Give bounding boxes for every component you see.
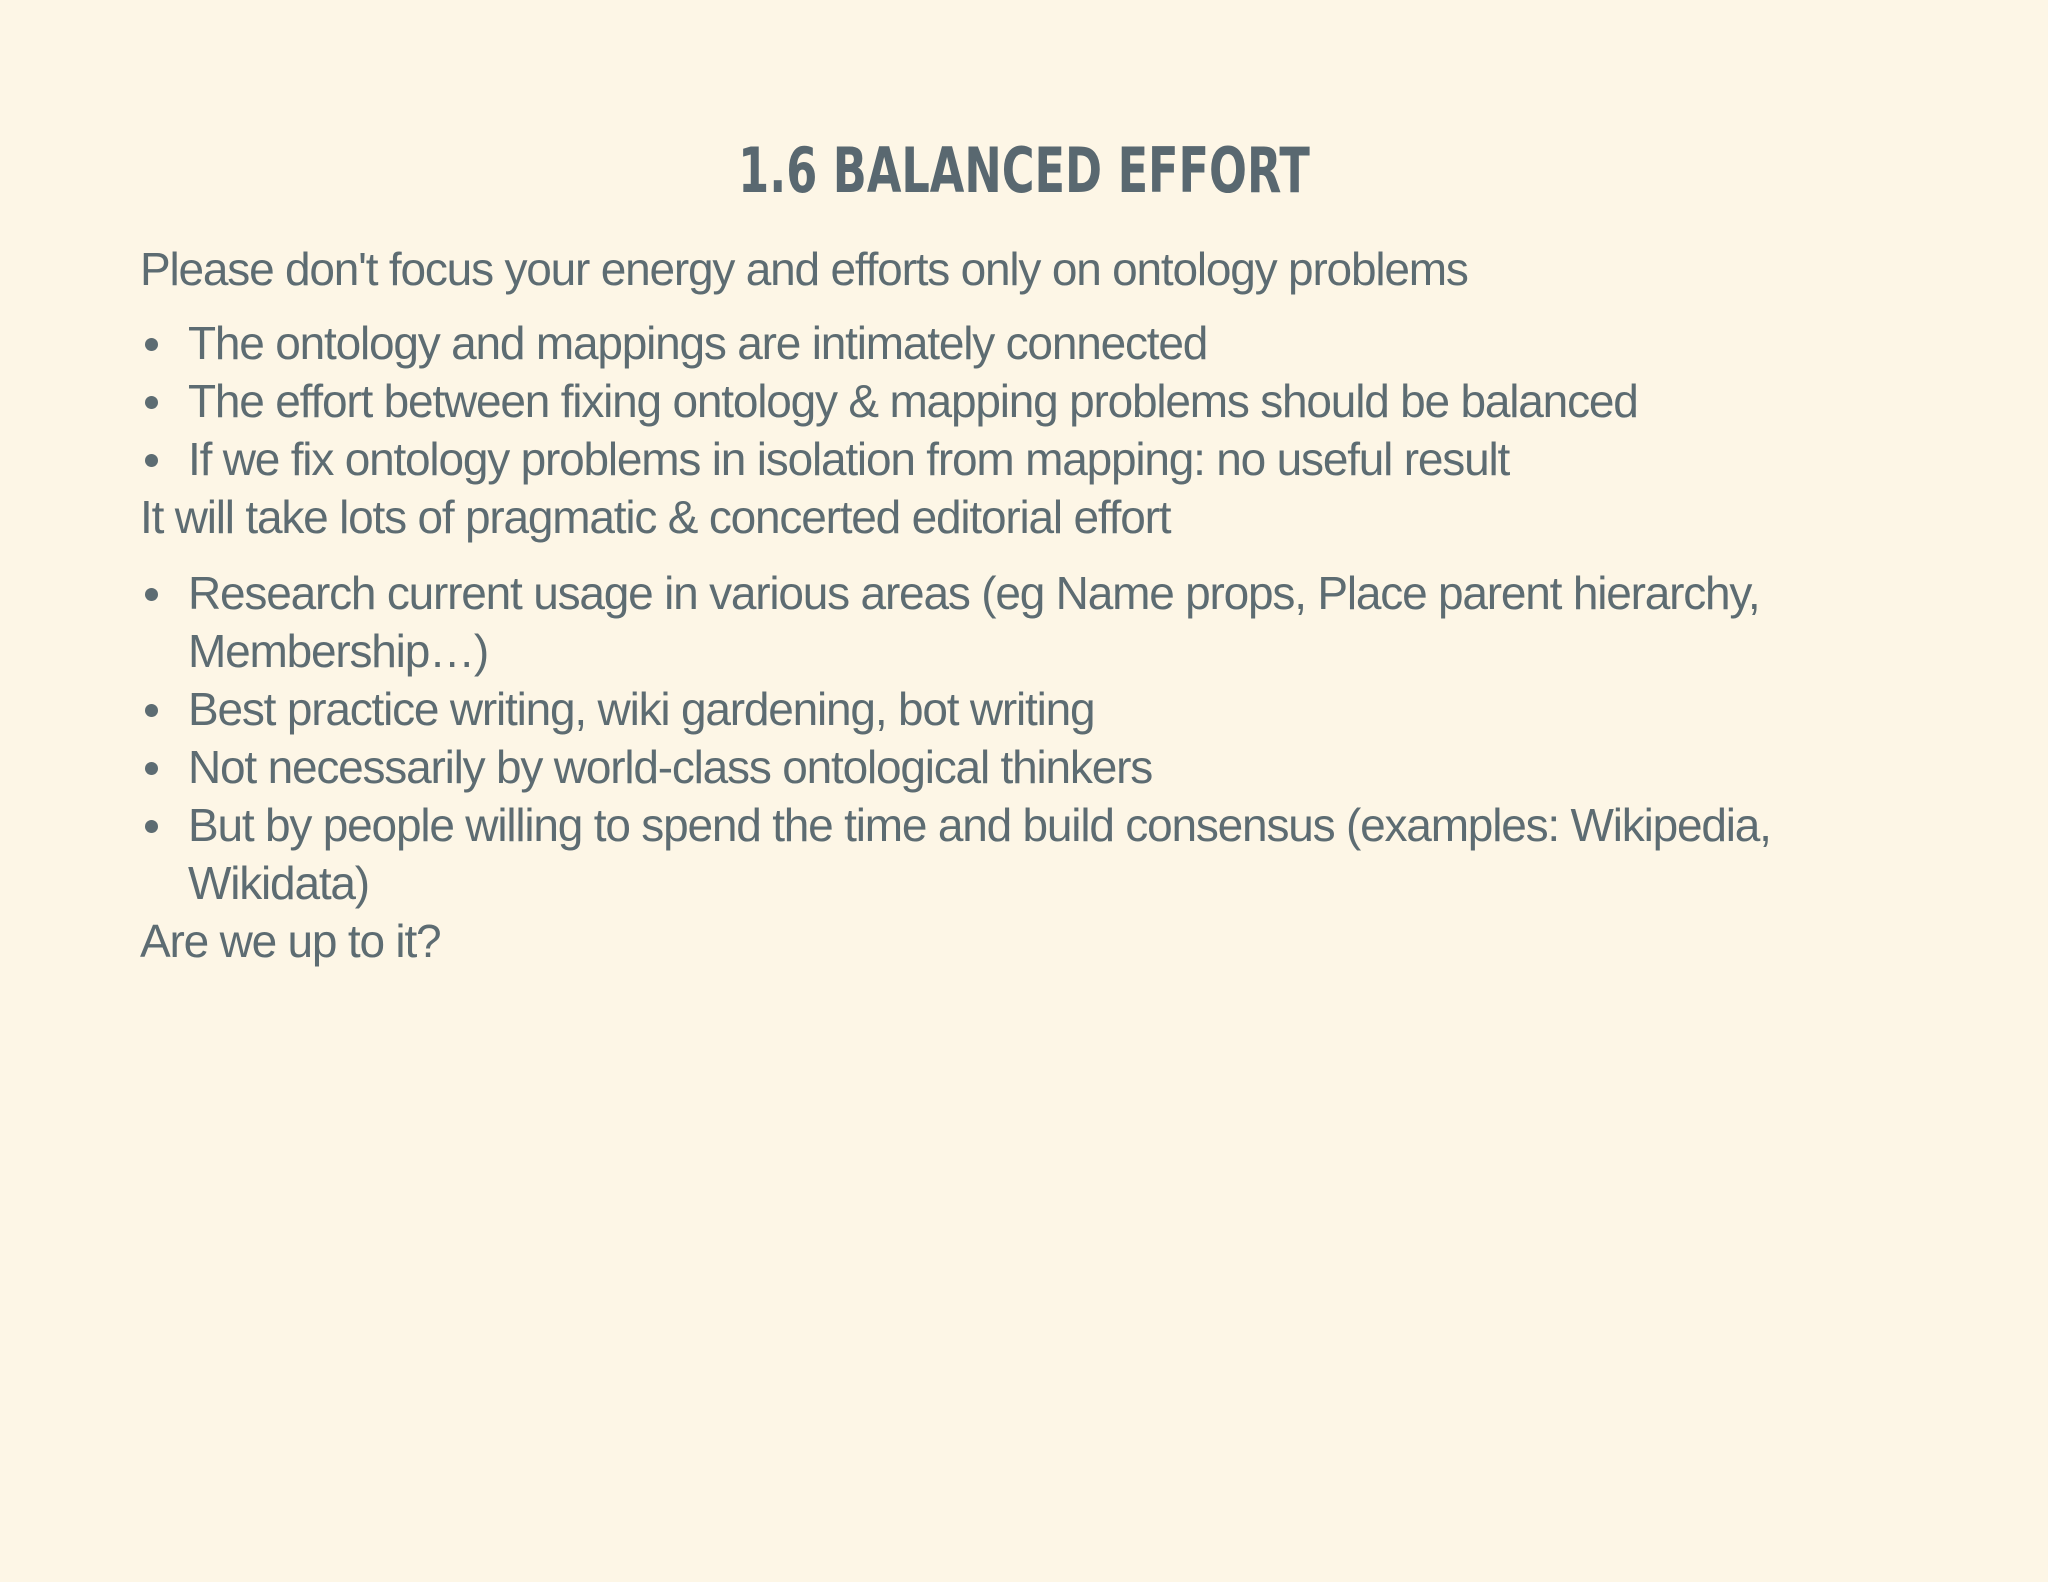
bullet-item: But by people willing to spend the time and build consensus (examples: Wikipedia, Wikidata) xyxy=(140,796,1920,912)
bullet-item: Research current usage in various areas (eg Name props, Place parent hierarchy, Membership…) xyxy=(140,564,1920,680)
middle-text: It will take lots of pragmatic & concerted editorial effort xyxy=(140,491,1171,543)
bullet-list-connections xyxy=(140,314,1920,488)
bullet-item: If we fix ontology problems in isolation from mapping: no useful result xyxy=(140,430,1920,488)
bullet-item: The effort between fixing ontology & mapping problems should be balanced xyxy=(140,372,1920,430)
bullet-item: The ontology and mappings are intimately connected xyxy=(140,314,1920,372)
bullet-item: Not necessarily by world-class ontological thinkers xyxy=(140,738,1920,796)
bullet-list-effort xyxy=(140,564,1920,912)
slide-title: 1.6 BALANCED EFFORT xyxy=(738,134,1310,207)
intro-text: Please don't focus your energy and efforts only on ontology problems xyxy=(140,243,1468,295)
slide-content xyxy=(140,240,1920,970)
bullet-item: Best practice writing, wiki gardening, bot writing xyxy=(140,680,1920,738)
closing-question: Are we up to it? xyxy=(140,915,441,967)
